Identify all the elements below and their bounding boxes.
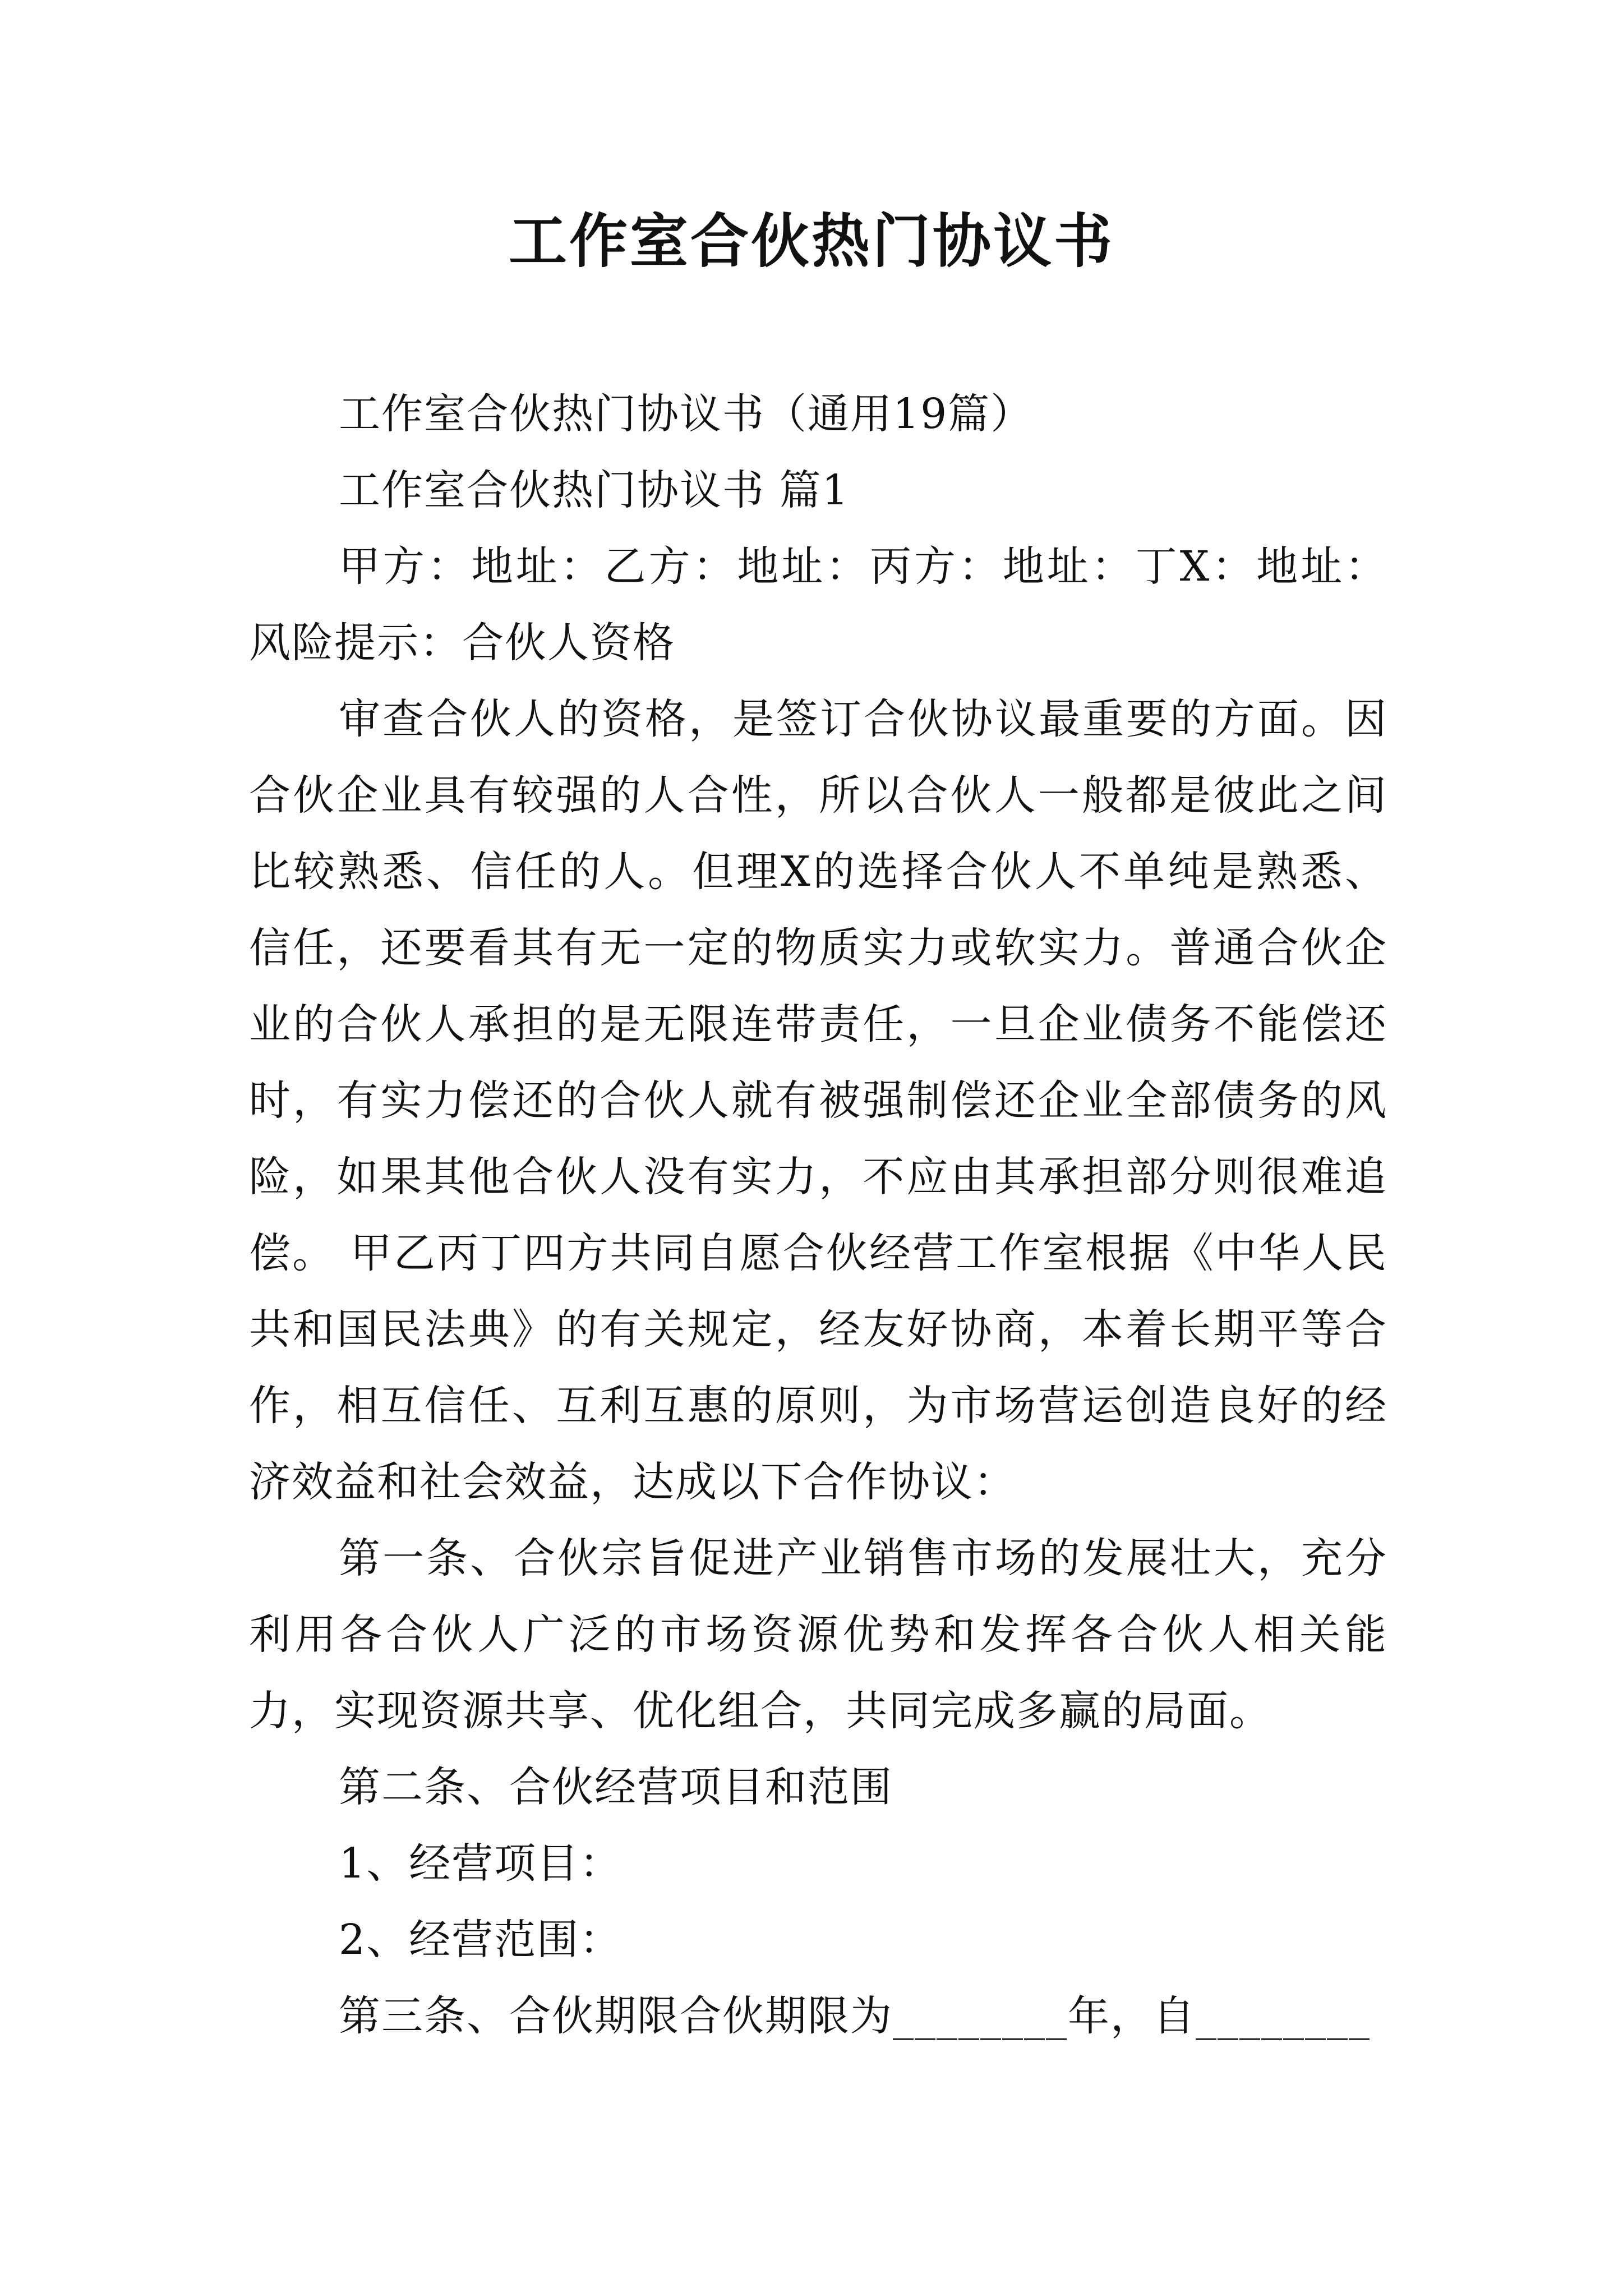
paragraph-article-1: 第一条、合伙宗旨促进产业销售市场的发展壮大，充分利用各合伙人广泛的市场资源优势和发挥各合伙人相关能力，实现资源共享、优化组合，共同完成多赢的局面。 [249, 1534, 1387, 1735]
paragraph-section-heading: 工作室合伙热门协议书 篇1 [339, 466, 850, 514]
paragraph-business-items: 1、经营项目： [339, 1839, 623, 1888]
paragraph-parties: 甲方：地址：乙方：地址：丙方：地址：丁X：地址：风险提示：合伙人资格 [249, 542, 1387, 667]
paragraph-article-2: 第二条、合伙经营项目和范围 [339, 1763, 893, 1811]
paragraph-business-scope: 2、经营范围： [339, 1916, 623, 1964]
document-body [249, 376, 1387, 2054]
paragraph-risk-notice: 审查合伙人的资格，是签订合伙协议最重要的方面。因合伙企业具有较强的人合性，所以合伙人一般都是彼此之间比较熟悉、信任的人。但理X的选择合伙人不单纯是熟悉、信任，还要看其有无一定的物质实力或软实力。普通合伙企业的合伙人承担的是无限连带责任，一旦企业债务不能偿还时，有实力偿还的合伙人就有被强制偿还企业全部债务的风险，如果其他合伙人没有实力，不应由其承担部分则很难追偿。 甲乙丙丁四方共同自愿合伙经营工作室根据《中华人民共和国民法典》的有关规定，经友好协商，本着长期平等合作，相互信任、互利互惠的原则，为市场营运创造良好的经济效益和社会效益，达成以下合作协议： [249, 695, 1387, 1506]
paragraph-subtitle: 工作室合伙热门协议书（通用19篇） [339, 390, 1034, 438]
document-title: 工作室合伙热门协议书 [508, 206, 1114, 275]
paragraph-article-3: 第三条、合伙期限合伙期限为________年，自________ [339, 1992, 1371, 2040]
